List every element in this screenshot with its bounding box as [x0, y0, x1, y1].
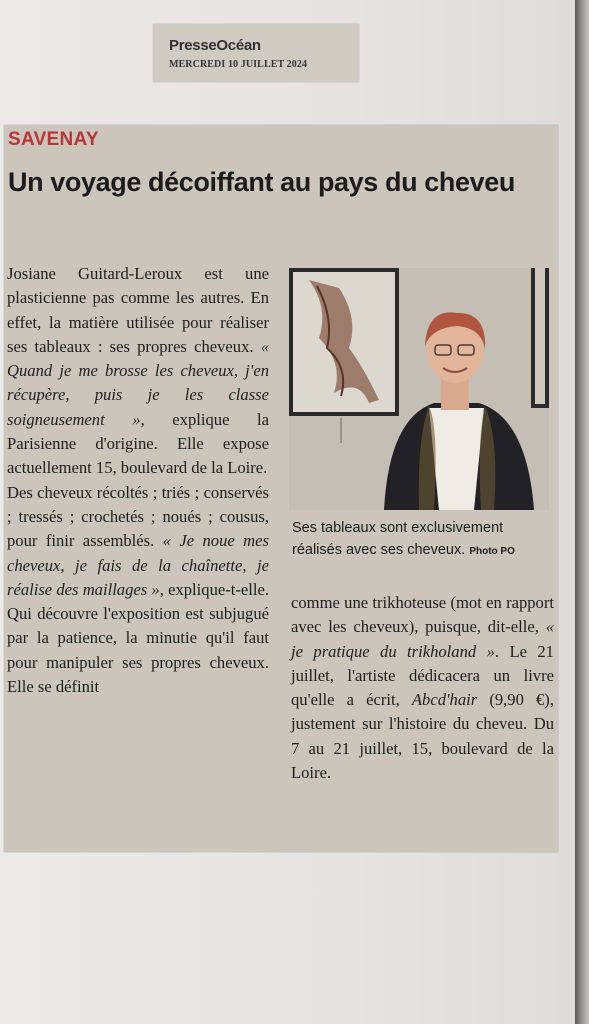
article-headline: Un voyage décoiffant au pays du cheveu: [8, 167, 515, 197]
article-location: SAVENAY: [8, 129, 99, 150]
paragraph-3: comme une trikhoteuse (mot en rapport avec les cheveux), puisque, dit-elle, « je pratique du trikholand ». Le 21 juillet, l'artiste dédicacera un livre qu'elle a écrit, Abcd'hair (9,90 €), justement sur l'histoire du cheveu. Du 7 au 21 juillet, 15, boulevard de la Loire.: [291, 593, 554, 783]
article-column-1: [7, 262, 269, 699]
paragraph-1: Josiane Guitard-Leroux est une plasticienne pas comme les autres. En effet, la matière utilisée pour réaliser ses tableaux : ses propres cheveux. « Quand je me brosse les cheveux, j'en récupère, puis je les classe soigneusement », explique la Parisienne d'origine. Elle expose actuellement 15, boulevard de la Loire.: [7, 264, 269, 478]
paper-edge-shadow: [575, 0, 589, 1024]
photo-credit: Photo PO: [469, 546, 515, 557]
article-photo: [289, 268, 549, 510]
quote: « Quand je me brosse les cheveux, j'en récupère, puis je les classe soigneusement »: [7, 336, 269, 429]
book-title: Abcd'hair: [411, 690, 478, 710]
article-column-2: [291, 591, 554, 785]
publication-date: MERCREDI 10 JUILLET 2024: [169, 59, 308, 70]
newspaper-name: PresseOcéan: [169, 37, 261, 54]
quote: « je pratique du trikholand »: [291, 617, 554, 661]
quote: « Je noue mes cheveux, je fais de la chaînette, je réalise des maillages »: [7, 531, 269, 599]
photo-caption: Ses tableaux sont exclusivement réalisés avec ses cheveux. Photo PO: [292, 520, 515, 558]
article-clipping: [4, 125, 558, 852]
paragraph-2: Des cheveux récoltés ; triés ; conservés ; tressés ; crochetés ; noués ; cousus, pour finir assemblés. « Je noue mes cheveux, je fais de la chaînette, je réalise des maillages », explique-t-elle. Qui découvre l'exposition est subjugué par la patience, la minutie qu'il faut pour manipuler ses propres cheveux. Elle se définit: [7, 482, 269, 697]
newspaper-masthead: [153, 24, 359, 82]
artist-portrait-image: [289, 268, 549, 510]
